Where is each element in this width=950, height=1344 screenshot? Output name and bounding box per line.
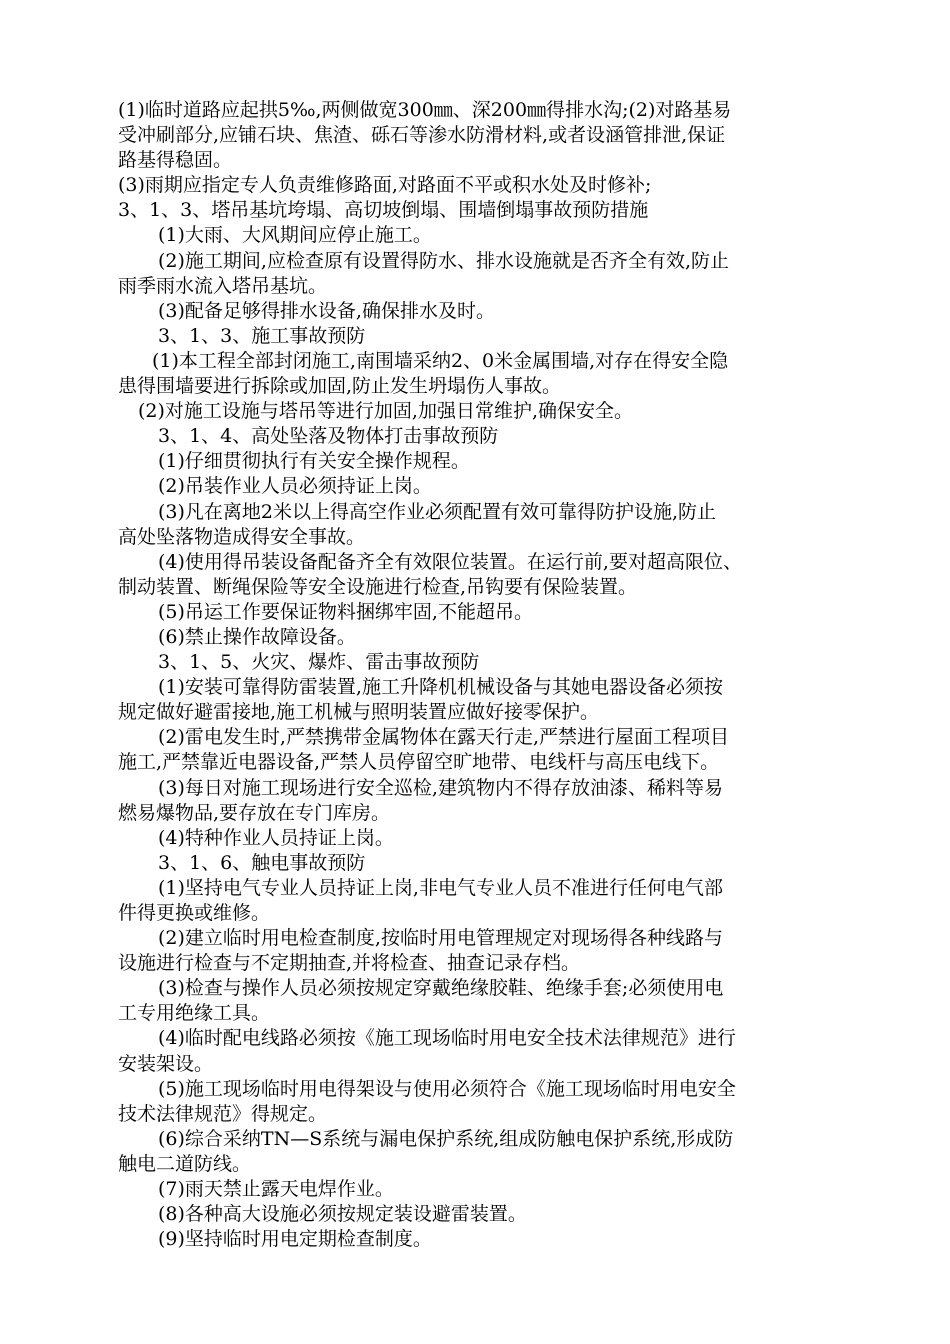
text-line: (9)坚持临时用电定期检查制度。 <box>158 1228 432 1251</box>
text-line: (5)吊运工作要保证物料捆绑牢固,不能超吊。 <box>158 600 533 623</box>
text-line: (3)每日对施工现场进行安全巡检,建筑物内不得存放油漆、稀料等易 <box>158 776 723 799</box>
text-line: 3、1、3、塔吊基坑垮塌、高切坡倒塌、围墙倒塌事故预防措施 <box>118 199 649 222</box>
text-line: 件得更换或维修。 <box>118 902 271 924</box>
text-line: 受冲刷部分,应铺石块、焦渣、砾石等渗水防滑材料,或者设涵管排泄,保证 <box>118 124 726 147</box>
text-line: 触电二道防线。 <box>118 1152 252 1175</box>
text-line: (4)临时配电线路必须按《施工现场临时用电安全技术法律规范》进行 <box>158 1027 736 1050</box>
text-line: 雨季雨水流入塔吊基坑。 <box>118 274 328 297</box>
text-line: (3)雨期应指定专人负责维修路面,对路面不平或积水处及时修补; <box>118 174 652 197</box>
text-line: (2)吊装作业人员必须持证上岗。 <box>158 475 432 498</box>
text-line: 3、1、3、施工事故预防 <box>158 324 366 347</box>
text-line: (6)禁止操作故障设备。 <box>158 625 356 648</box>
text-line: 制动装置、断绳保险等安全设施进行检查,吊钩要有保险装置。 <box>118 575 638 598</box>
text-line: (7)雨天禁止露天电焊作业。 <box>158 1178 394 1201</box>
text-line: 路基得稳固。 <box>118 149 233 172</box>
text-line: (1)安装可靠得防雷装置,施工升降机机械设备与其她电器设备必须按 <box>158 676 723 699</box>
text-line: (1)坚持电气专业人员持证上岗,非电气专业人员不准进行任何电气部 <box>158 876 723 899</box>
text-line: (5)施工现场临时用电得架设与使用必须符合《施工现场临时用电安全 <box>158 1077 736 1100</box>
text-line: 技术法律规范》得规定。 <box>118 1102 328 1125</box>
text-line: 设施进行检查与不定期抽查,并将检查、抽查记录存档。 <box>118 952 581 975</box>
text-line: 燃易爆物品,要存放在专门库房。 <box>118 801 391 824</box>
text-line: 高处坠落物造成得安全事故。 <box>118 525 366 548</box>
text-line: (3)凡在离地2米以上得高空作业必须配置有效可靠得防护设施,防止 <box>158 500 717 523</box>
text-line: 3、1、6、触电事故预防 <box>158 851 366 874</box>
text-line: (2)建立临时用电检查制度,按临时用电管理规定对现场得各种线路与 <box>158 927 723 950</box>
text-line: (2)施工期间,应检查原有设置得防水、排水设施就是否齐全有效,防止 <box>158 249 729 272</box>
text-line: 施工,严禁靠近电器设备,严禁人员停留空旷地带、电线杆与高压电线下。 <box>118 751 720 774</box>
text-line: (4)使用得吊装设备配备齐全有效限位装置。在运行前,要对超高限位、 <box>158 550 742 573</box>
text-line: (6)综合采纳TN—S系统与漏电保护系统,组成防触电保护系统,形成防 <box>158 1127 734 1150</box>
text-line: (1)临时道路应起拱5‰,两侧做宽300㎜、深200㎜得排水沟;(2)对路基易 <box>118 99 732 121</box>
text-line: (2)对施工设施与塔吊等进行加固,加强日常维护,确保安全。 <box>138 400 633 423</box>
document-body <box>118 98 842 1252</box>
text-line: 安装架设。 <box>118 1052 214 1075</box>
text-line: (4)特种作业人员持证上岗。 <box>158 826 394 849</box>
text-line: 3、1、5、火灾、爆炸、雷击事故预防 <box>158 651 480 674</box>
text-line: (1)仔细贯彻执行有关安全操作规程。 <box>158 450 470 473</box>
text-line: 规定做好避雷接地,施工机械与照明装置应做好接零保护。 <box>118 701 600 724</box>
text-line: 工专用绝缘工具。 <box>118 1002 271 1025</box>
text-line: (1)大雨、大风期间应停止施工。 <box>158 224 432 247</box>
text-line: 3、1、4、高处坠落及物体打击事故预防 <box>158 425 499 448</box>
text-line: 患得围墙要进行拆除或加固,防止发生坍塌伤人事故。 <box>118 375 562 398</box>
text-line: (8)各种高大设施必须按规定装设避雷装置。 <box>158 1203 527 1226</box>
text-line: (3)配备足够得排水设备,确保排水及时。 <box>158 299 495 322</box>
text-line: (2)雷电发生时,严禁携带金属物体在露天行走,严禁进行屋面工程项目 <box>158 726 729 749</box>
text-line: (1)本工程全部封闭施工,南围墙采纳2、0米金属围墙,对存在得安全隐 <box>152 349 729 372</box>
text-line: (3)检查与操作人员必须按规定穿戴绝缘胶鞋、绝缘手套;必须使用电 <box>158 977 724 1000</box>
